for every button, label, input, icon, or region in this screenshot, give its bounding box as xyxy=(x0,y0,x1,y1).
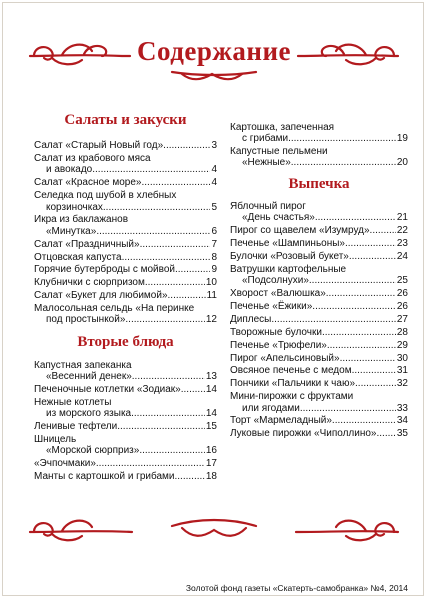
dot-leader xyxy=(117,421,205,432)
toc-page-number: 11 xyxy=(206,290,217,302)
toc-page-number: 31 xyxy=(396,365,408,377)
toc-entry-line xyxy=(230,391,408,402)
toc-entry-line xyxy=(34,164,217,175)
toc-entry xyxy=(34,434,217,457)
toc-entry-line xyxy=(34,190,217,201)
toc-entry-line xyxy=(34,360,217,371)
toc-entry-title: Салат «Красное море» xyxy=(34,177,142,189)
toc-entry-line xyxy=(34,397,217,408)
toc-entry-line xyxy=(34,214,217,225)
toc-entry xyxy=(34,190,217,213)
toc-entry-title: Булочки «Розовый букет» xyxy=(230,251,349,263)
toc-entry-line xyxy=(34,445,217,456)
toc-entry-title: Печенье «Шампиньоны» xyxy=(230,238,345,250)
toc-entry xyxy=(34,252,217,263)
toc-entry xyxy=(34,177,217,188)
toc-entry-title: Салат «Старый Новый год» xyxy=(34,140,164,152)
toc-entry-title: Хворост «Валюшка» xyxy=(230,288,326,300)
toc-entry-line xyxy=(230,340,408,351)
toc-page-number: 5 xyxy=(211,201,217,213)
toc-page-number: 23 xyxy=(396,238,408,250)
toc-entry-title: Творожные булочки xyxy=(230,326,322,338)
toc-page-number: 32 xyxy=(396,378,408,390)
main-dishes-continued-list xyxy=(230,122,408,169)
toc-page-number: 17 xyxy=(205,458,217,470)
toc-entry-line xyxy=(230,365,408,376)
toc-entry xyxy=(34,384,217,395)
dot-leader xyxy=(131,408,205,419)
dot-leader xyxy=(288,133,396,144)
dot-leader xyxy=(163,140,210,151)
toc-entry-line xyxy=(34,140,217,151)
toc-entry xyxy=(230,122,408,145)
toc-entry xyxy=(34,214,217,237)
toc-entry-title: Диплесы xyxy=(230,313,272,325)
toc-entry-title: Клубнички с сюрпризом xyxy=(34,277,145,289)
toc-entry-line xyxy=(34,226,217,237)
toc-entry-line xyxy=(34,202,217,213)
toc-page-number: 15 xyxy=(205,421,217,433)
toc-entry-line xyxy=(34,434,217,445)
toc-entry-title: «Эчпочмаки» xyxy=(34,458,96,470)
toc-entry-title: или ягодами xyxy=(242,402,300,414)
toc-entry xyxy=(230,238,408,249)
toc-page-number: 4 xyxy=(211,164,217,176)
toc-entry-line xyxy=(34,384,217,395)
toc-entry-line xyxy=(230,133,408,144)
toc-page-number: 14 xyxy=(205,408,217,420)
toc-page-number: 7 xyxy=(211,238,217,250)
toc-entry-line xyxy=(34,471,217,482)
toc-entry-line xyxy=(34,252,217,263)
toc-entry-line xyxy=(230,251,408,262)
dot-leader xyxy=(132,371,205,382)
toc-entry xyxy=(230,428,408,439)
toc-page-number: 10 xyxy=(205,277,217,289)
toc-page-number: 29 xyxy=(396,339,408,351)
toc-entry-line xyxy=(230,428,408,439)
toc-page-number: 18 xyxy=(205,471,217,483)
toc-page-number: 3 xyxy=(211,140,217,152)
toc-entry xyxy=(230,288,408,299)
toc-page-number: 16 xyxy=(205,445,217,457)
toc-entry-title: Торт «Мармеладный» xyxy=(230,415,332,427)
dot-leader xyxy=(345,238,396,249)
toc-entry xyxy=(230,314,408,325)
dot-leader xyxy=(139,445,205,456)
toc-entry-line xyxy=(230,201,408,212)
toc-entry-line xyxy=(230,378,408,389)
toc-entry-title: Пончики «Пальчики к чаю» xyxy=(230,378,356,390)
toc-entry-title: Салат «Праздничный» xyxy=(34,238,140,250)
toc-right-column xyxy=(230,115,408,441)
toc-page-number: 9 xyxy=(211,264,217,276)
toc-entry xyxy=(34,303,217,326)
toc-entry xyxy=(34,360,217,383)
dot-leader xyxy=(315,212,396,223)
toc-entry-line xyxy=(34,277,217,288)
toc-entry-title: и авокадо xyxy=(46,164,93,176)
dot-leader xyxy=(309,275,396,286)
toc-page-number: 8 xyxy=(211,251,217,263)
toc-entry-title: из морского языка xyxy=(46,408,132,420)
toc-entry xyxy=(230,251,408,262)
toc-page-number: 35 xyxy=(396,428,408,440)
toc-entry xyxy=(230,225,408,236)
baking-list xyxy=(230,201,408,440)
toc-page-number: 25 xyxy=(396,275,408,287)
salads-list xyxy=(34,140,217,325)
toc-page-number: 6 xyxy=(211,225,217,237)
toc-entry xyxy=(230,391,408,414)
dot-leader xyxy=(92,164,210,175)
toc-entry-title: Ватрушки картофельные xyxy=(230,263,347,275)
toc-entry xyxy=(34,397,217,420)
toc-entry-title: Манты с картошкой и грибами xyxy=(34,471,175,483)
toc-entry xyxy=(230,365,408,376)
dot-leader xyxy=(312,301,396,312)
dot-leader xyxy=(271,314,396,325)
toc-entry-title: Горячие бутерброды с мойвой xyxy=(34,264,175,276)
toc-entry xyxy=(34,290,217,301)
page-title: Содержание xyxy=(136,36,292,66)
dot-leader xyxy=(103,202,211,213)
toc-entry-line xyxy=(230,275,408,286)
toc-entry-line xyxy=(34,408,217,419)
toc-entry xyxy=(34,458,217,469)
dot-leader xyxy=(140,239,211,250)
dot-leader xyxy=(370,225,396,236)
toc-page-number: 34 xyxy=(396,415,408,427)
toc-entry-line xyxy=(34,371,217,382)
dot-leader xyxy=(142,177,211,188)
toc-entry-line xyxy=(34,177,217,188)
toc-entry xyxy=(34,239,217,250)
toc-entry-line xyxy=(230,238,408,249)
toc-entry-line xyxy=(230,122,408,133)
toc-entry-title: Печенье «Ёжики» xyxy=(230,301,313,313)
toc-page-number: 20 xyxy=(396,157,408,169)
dot-leader xyxy=(168,290,206,301)
toc-entry-title: «Морской сюрприз» xyxy=(46,445,140,457)
dot-leader xyxy=(322,327,396,338)
toc-entry-title: Шницель xyxy=(34,434,77,446)
toc-page-number: 30 xyxy=(396,352,408,364)
toc-page-number: 27 xyxy=(396,313,408,325)
toc-entry-title: Нежные котлеты xyxy=(34,397,112,409)
toc-entry-title: Ленивые тефтели xyxy=(34,421,118,433)
toc-entry-title: Мини-пирожки с фруктами xyxy=(230,391,354,403)
dot-leader xyxy=(327,340,396,351)
toc-entry-title: «Минутка» xyxy=(46,225,97,237)
toc-entry-line xyxy=(230,415,408,426)
toc-entry xyxy=(34,277,217,288)
toc-entry-title: Отцовская капуста xyxy=(34,251,122,263)
toc-left-column xyxy=(34,112,217,484)
toc-entry xyxy=(230,146,408,169)
dot-leader xyxy=(332,415,396,426)
toc-entry-title: Икра из баклажанов xyxy=(34,214,129,226)
toc-entry-title: Салат «Букет для любимой» xyxy=(34,290,168,302)
toc-entry-line xyxy=(34,264,217,275)
toc-page-number: 24 xyxy=(396,251,408,263)
toc-entry-title: Селедка под шубой в хлебных xyxy=(34,190,177,202)
toc-entry-title: Пирог со щавелем «Изумруд» xyxy=(230,225,370,237)
toc-page-number: 26 xyxy=(396,301,408,313)
toc-entry-title: Капустная запеканка xyxy=(34,359,132,371)
dot-leader xyxy=(125,314,204,325)
toc-entry-line xyxy=(34,314,217,325)
toc-entry-line xyxy=(34,458,217,469)
toc-entry xyxy=(34,140,217,151)
toc-entry-line xyxy=(34,421,217,432)
toc-entry xyxy=(230,340,408,351)
toc-entry xyxy=(230,327,408,338)
toc-entry xyxy=(34,421,217,432)
toc-entry-title: «Подсолнухи» xyxy=(242,275,309,287)
dot-leader xyxy=(326,288,396,299)
toc-entry-line xyxy=(34,303,217,314)
section-heading-salads: Салаты и закуски xyxy=(64,112,187,128)
dot-leader xyxy=(181,384,205,395)
toc-page-number: 13 xyxy=(205,371,217,383)
toc-entry xyxy=(34,471,217,482)
toc-page-number: 33 xyxy=(396,402,408,414)
toc-entry-title: Яблочный пирог xyxy=(230,201,306,213)
toc-entry-line xyxy=(230,314,408,325)
toc-entry-line xyxy=(34,153,217,164)
dot-leader xyxy=(291,157,396,168)
toc-entry xyxy=(230,201,408,224)
main-dishes-list xyxy=(34,360,217,483)
toc-entry xyxy=(230,415,408,426)
toc-page-number: 12 xyxy=(205,314,217,326)
dot-leader xyxy=(175,264,210,275)
toc-entry xyxy=(230,264,408,287)
toc-entry-line xyxy=(34,290,217,301)
toc-entry-title: Картошка, запеченная xyxy=(230,122,335,133)
toc-entry-title: «Весенний денек» xyxy=(46,371,132,383)
toc-entry-line xyxy=(230,212,408,223)
dot-leader xyxy=(96,226,210,237)
dot-leader xyxy=(145,277,205,288)
footer-credit: Золотой фонд газеты «Скатерть-самобранка» №4, 2014 xyxy=(185,583,408,593)
toc-entry-line xyxy=(230,146,408,157)
toc-entry-line xyxy=(230,225,408,236)
section-heading-baking: Выпечка xyxy=(288,175,350,192)
toc-entry-title: Салат из крабового мяса xyxy=(34,153,151,165)
toc-entry-title: Печеночные котлетки «Зодиак» xyxy=(34,384,181,396)
toc-entry-title: корзиночках xyxy=(46,201,103,213)
toc-entry-line xyxy=(230,327,408,338)
toc-entry-line xyxy=(230,264,408,275)
toc-entry xyxy=(230,353,408,364)
toc-entry-line xyxy=(230,353,408,364)
dot-leader xyxy=(376,428,395,439)
toc-entry xyxy=(230,378,408,389)
toc-entry-line xyxy=(230,157,408,168)
toc-entry-line xyxy=(230,288,408,299)
toc-entry-title: с грибами xyxy=(242,133,289,145)
dot-leader xyxy=(175,471,205,482)
toc-entry-title: Луковые пирожки «Чиполлино» xyxy=(230,428,377,440)
toc-entry-title: под простынкой» xyxy=(46,314,126,326)
dot-leader xyxy=(355,378,396,389)
toc-entry-title: «День счастья» xyxy=(242,212,315,224)
toc-page-number: 26 xyxy=(396,288,408,300)
dot-leader xyxy=(352,365,396,376)
toc-entry-title: Печенье «Трюфели» xyxy=(230,339,327,351)
toc-page-number: 22 xyxy=(396,225,408,237)
dot-leader xyxy=(122,252,211,263)
toc-entry xyxy=(34,153,217,176)
toc-entry xyxy=(230,301,408,312)
toc-page-number: 4 xyxy=(211,177,217,189)
section-heading-main-dishes: Вторые блюда xyxy=(77,333,174,350)
toc-page-number: 14 xyxy=(205,384,217,396)
toc-page-number: 19 xyxy=(396,133,408,145)
toc-entry-title: Овсяное печенье с медом xyxy=(230,365,352,377)
toc-entry-line xyxy=(230,403,408,414)
toc-page-number: 21 xyxy=(396,212,408,224)
toc-page-number: 28 xyxy=(396,326,408,338)
dot-leader xyxy=(349,251,396,262)
toc-entry-line xyxy=(34,239,217,250)
toc-entry xyxy=(34,264,217,275)
dot-leader xyxy=(96,458,205,469)
toc-entry-line xyxy=(230,301,408,312)
toc-entry-title: Пирог «Апельсиновый» xyxy=(230,352,340,364)
dot-leader xyxy=(340,353,396,364)
toc-entry-title: «Нежные» xyxy=(242,157,291,169)
dot-leader xyxy=(300,403,396,414)
bottom-ornament xyxy=(22,512,406,552)
toc-entry-title: Капустные пельмени xyxy=(230,146,328,158)
toc-entry-title: Малосольная сельдь «На перинке xyxy=(34,303,195,315)
